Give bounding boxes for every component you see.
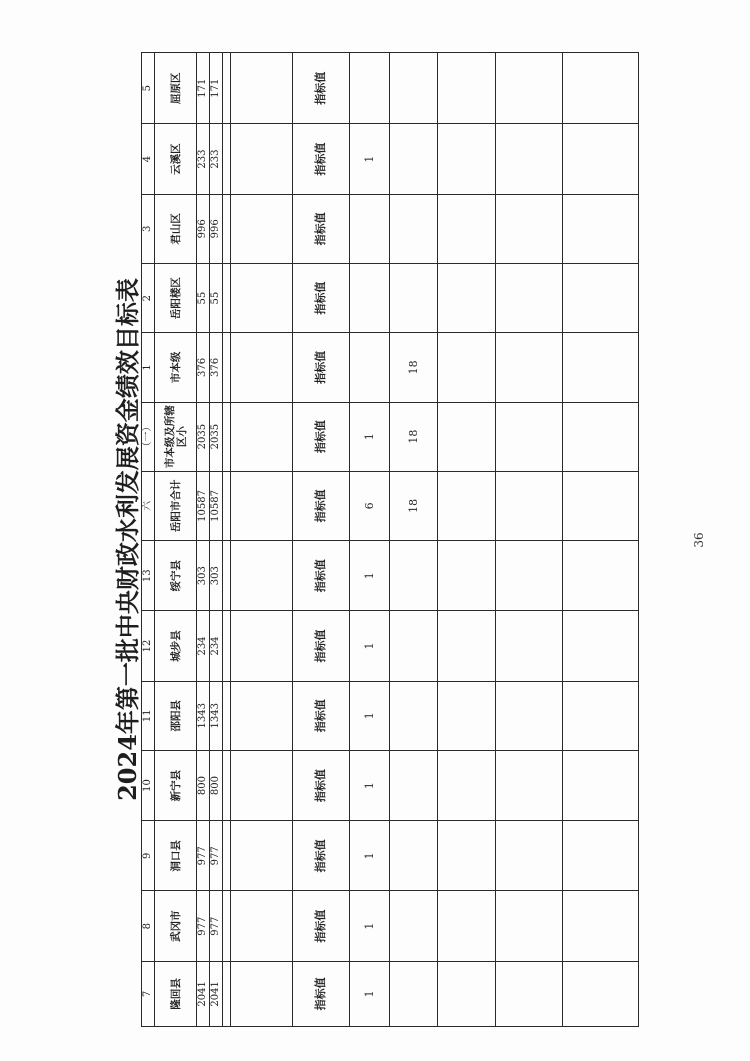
blank-cell	[496, 53, 563, 124]
blank-cell	[231, 821, 293, 891]
target-value-cell	[350, 263, 390, 332]
blank-cell	[231, 961, 293, 1026]
blank-cell	[563, 961, 639, 1026]
indicator-value-cell: 指标值	[293, 611, 350, 681]
region-name-cell: 洞口县	[155, 821, 197, 891]
target-value-cell	[390, 821, 438, 891]
target-value-cell: 1	[350, 891, 390, 961]
spacer-cell	[223, 124, 231, 194]
amount-cell: 303	[210, 541, 223, 611]
target-value-cell	[390, 194, 438, 263]
indicator-value-cell: 指标值	[293, 961, 350, 1026]
spacer-cell	[223, 611, 231, 681]
amount-cell: 171	[197, 53, 210, 124]
target-value-cell: 18	[390, 402, 438, 471]
target-value-cell	[350, 333, 390, 402]
region-name-cell: 云溪区	[155, 124, 197, 194]
serial-cell: 8	[142, 891, 155, 961]
serial-cell: 六	[142, 471, 155, 540]
row-blank-1	[231, 53, 293, 1027]
amount-cell: 977	[197, 821, 210, 891]
amount-cell: 234	[197, 611, 210, 681]
blank-cell	[438, 541, 496, 611]
blank-cell	[231, 750, 293, 820]
indicator-value-cell: 指标值	[293, 263, 350, 332]
serial-cell: 7	[142, 961, 155, 1026]
spacer-cell	[223, 53, 231, 124]
blank-cell	[438, 402, 496, 471]
indicator-value-cell: 指标值	[293, 402, 350, 471]
blank-cell	[563, 471, 639, 540]
performance-table	[141, 52, 639, 1027]
amount-cell: 1343	[197, 681, 210, 750]
blank-cell	[231, 471, 293, 540]
target-value-cell	[390, 541, 438, 611]
region-name-cell: 邵阳县	[155, 681, 197, 750]
amount-cell: 2035	[210, 402, 223, 471]
blank-cell	[231, 611, 293, 681]
amount-cell: 996	[210, 194, 223, 263]
amount-cell: 977	[197, 891, 210, 961]
indicator-value-cell: 指标值	[293, 541, 350, 611]
region-name-cell: 市本级及所辖区小	[155, 402, 197, 471]
indicator-value-cell: 指标值	[293, 333, 350, 402]
row-spacer	[223, 53, 231, 1027]
blank-cell	[438, 471, 496, 540]
blank-cell	[563, 681, 639, 750]
amount-cell: 376	[210, 333, 223, 402]
blank-cell	[231, 263, 293, 332]
amount-cell: 10587	[197, 471, 210, 540]
serial-cell: 1	[142, 333, 155, 402]
blank-cell	[231, 124, 293, 194]
spacer-cell	[223, 821, 231, 891]
row-indicator-value	[293, 53, 350, 1027]
row-region-name	[155, 53, 197, 1027]
blank-cell	[496, 750, 563, 820]
target-value-cell	[350, 53, 390, 124]
amount-cell: 234	[210, 611, 223, 681]
blank-cell	[231, 402, 293, 471]
indicator-value-cell: 指标值	[293, 194, 350, 263]
spacer-cell	[223, 471, 231, 540]
region-name-cell: 岳阳市合计	[155, 471, 197, 540]
blank-cell	[496, 611, 563, 681]
blank-cell	[563, 821, 639, 891]
amount-cell: 55	[197, 263, 210, 332]
blank-cell	[496, 263, 563, 332]
region-name-cell: 新宁县	[155, 750, 197, 820]
target-value-cell	[390, 611, 438, 681]
target-value-cell: 1	[350, 961, 390, 1026]
amount-cell: 800	[197, 750, 210, 820]
amount-cell: 977	[210, 891, 223, 961]
blank-cell	[438, 53, 496, 124]
target-value-cell: 1	[350, 750, 390, 820]
blank-cell	[438, 750, 496, 820]
blank-cell	[496, 681, 563, 750]
spacer-cell	[223, 402, 231, 471]
target-value-cell: 1	[350, 124, 390, 194]
blank-cell	[231, 681, 293, 750]
region-name-cell: 君山区	[155, 194, 197, 263]
target-value-cell: 1	[350, 541, 390, 611]
target-value-cell: 1	[350, 611, 390, 681]
blank-cell	[438, 263, 496, 332]
target-value-cell	[390, 124, 438, 194]
region-name-cell: 绥宁县	[155, 541, 197, 611]
row-amount-1	[197, 53, 210, 1027]
amount-cell: 1343	[210, 681, 223, 750]
amount-cell: 55	[210, 263, 223, 332]
blank-cell	[563, 333, 639, 402]
blank-cell	[496, 821, 563, 891]
serial-cell: 4	[142, 124, 155, 194]
serial-cell: 12	[142, 611, 155, 681]
target-value-cell: 6	[350, 471, 390, 540]
target-value-cell: 1	[350, 681, 390, 750]
amount-cell: 233	[197, 124, 210, 194]
blank-cell	[438, 194, 496, 263]
indicator-value-cell: 指标值	[293, 750, 350, 820]
target-value-cell: 18	[390, 333, 438, 402]
serial-cell: 10	[142, 750, 155, 820]
spacer-cell	[223, 750, 231, 820]
serial-cell: 3	[142, 194, 155, 263]
region-name-cell: 隆回县	[155, 961, 197, 1026]
blank-cell	[438, 681, 496, 750]
amount-cell: 10587	[210, 471, 223, 540]
row-target-1	[350, 53, 390, 1027]
rotated-content	[110, 52, 630, 1027]
amount-cell: 303	[197, 541, 210, 611]
blank-cell	[496, 402, 563, 471]
target-value-cell	[350, 194, 390, 263]
serial-cell: 13	[142, 541, 155, 611]
blank-cell	[496, 124, 563, 194]
blank-cell	[438, 124, 496, 194]
row-blank-2	[438, 53, 496, 1027]
indicator-value-cell: 指标值	[293, 124, 350, 194]
serial-cell: 5	[142, 53, 155, 124]
target-value-cell: 1	[350, 821, 390, 891]
blank-cell	[563, 891, 639, 961]
blank-cell	[496, 541, 563, 611]
indicator-value-cell: 指标值	[293, 681, 350, 750]
spacer-cell	[223, 891, 231, 961]
amount-cell: 233	[210, 124, 223, 194]
amount-cell: 977	[210, 821, 223, 891]
blank-cell	[438, 821, 496, 891]
target-value-cell	[390, 53, 438, 124]
target-value-cell: 1	[350, 402, 390, 471]
amount-cell: 2041	[197, 961, 210, 1026]
blank-cell	[563, 124, 639, 194]
spacer-cell	[223, 961, 231, 1026]
serial-cell: 11	[142, 681, 155, 750]
blank-cell	[563, 402, 639, 471]
blank-cell	[231, 53, 293, 124]
indicator-value-cell: 指标值	[293, 53, 350, 124]
indicator-value-cell: 指标值	[293, 471, 350, 540]
row-serial-number	[142, 53, 155, 1027]
region-name-cell: 武冈市	[155, 891, 197, 961]
spacer-cell	[223, 681, 231, 750]
target-value-cell	[390, 263, 438, 332]
region-name-cell: 城步县	[155, 611, 197, 681]
target-value-cell	[390, 891, 438, 961]
blank-cell	[563, 53, 639, 124]
amount-cell: 800	[210, 750, 223, 820]
amount-cell: 376	[197, 333, 210, 402]
blank-cell	[438, 611, 496, 681]
target-value-cell	[390, 750, 438, 820]
serial-cell: 9	[142, 821, 155, 891]
blank-cell	[563, 194, 639, 263]
region-name-cell: 岳阳楼区	[155, 263, 197, 332]
target-value-cell	[390, 961, 438, 1026]
row-amount-2	[210, 53, 223, 1027]
serial-cell: 2	[142, 263, 155, 332]
amount-cell: 2041	[210, 961, 223, 1026]
page-number: 36	[692, 532, 706, 548]
blank-cell	[231, 891, 293, 961]
blank-cell	[438, 961, 496, 1026]
indicator-value-cell: 指标值	[293, 821, 350, 891]
spacer-cell	[223, 333, 231, 402]
row-blank-3	[496, 53, 563, 1027]
blank-cell	[231, 541, 293, 611]
indicator-value-cell: 指标值	[293, 891, 350, 961]
blank-cell	[563, 541, 639, 611]
blank-cell	[496, 333, 563, 402]
target-value-cell	[390, 681, 438, 750]
spacer-cell	[223, 263, 231, 332]
blank-cell	[438, 333, 496, 402]
blank-cell	[563, 263, 639, 332]
page-title: 2024年第一批中央财政水利发展资金绩效目标表	[113, 278, 142, 801]
target-value-cell: 18	[390, 471, 438, 540]
blank-cell	[496, 961, 563, 1026]
row-target-2	[390, 53, 438, 1027]
amount-cell: 2035	[197, 402, 210, 471]
region-name-cell: 市本级	[155, 333, 197, 402]
blank-cell	[231, 194, 293, 263]
blank-cell	[496, 194, 563, 263]
blank-cell	[563, 750, 639, 820]
blank-cell	[496, 471, 563, 540]
blank-cell	[438, 891, 496, 961]
spacer-cell	[223, 541, 231, 611]
amount-cell: 996	[197, 194, 210, 263]
blank-cell	[563, 611, 639, 681]
amount-cell: 171	[210, 53, 223, 124]
blank-cell	[231, 333, 293, 402]
serial-cell: （一）	[142, 402, 155, 471]
blank-cell	[496, 891, 563, 961]
row-blank-4	[563, 53, 639, 1027]
region-name-cell: 屈原区	[155, 53, 197, 124]
spacer-cell	[223, 194, 231, 263]
